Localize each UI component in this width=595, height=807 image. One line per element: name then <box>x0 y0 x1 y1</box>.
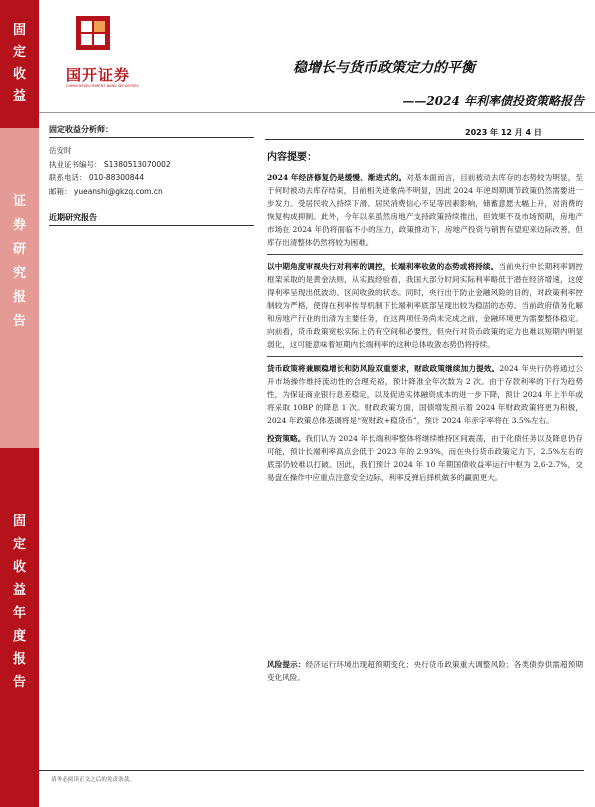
summary-top-rule <box>265 139 584 140</box>
logo-name-cn: 国开证券 <box>66 66 131 84</box>
header-divider <box>39 112 595 113</box>
sidebar-annual-label: 固 定 收 益 年 度 报 告 <box>12 514 26 690</box>
sidebar-middle-band <box>0 128 39 448</box>
disclaimer-note: 请务必阅读正文之后的免责条款。 <box>51 777 135 783</box>
paragraph-divider <box>267 254 583 255</box>
analyst-phone: 联系电话： 010-88300844 <box>49 173 145 182</box>
report-title: 稳增长与货币政策定力的平衡 <box>293 60 475 76</box>
sidebar-bottom-band <box>0 448 39 807</box>
analyst-license: 执业证书编号： S1380513070002 <box>49 159 171 169</box>
summary-paragraph-policy <box>267 362 583 432</box>
paragraph-lead: 以中期角度审视央行对利率的调控，长端利率收敛的态势或将持续。 <box>267 262 499 271</box>
paragraph-body: 当前央行中长期利率调控框架采取的是黄金法则，从实践经验看，我国大部分时间实际利率略低于潜在经济增速，这使得利率呈现出低波动、区间收敛的状态。同时，央行出于防止金融风险的目的，对政策利率控制较为严格，使得在利率传导机制下长端利率底部呈现出较为稳固的态势。当前政府债务化解和房地产行业的出清为主要任务，在这两项任务尚未完成之前，金融环境更为需要整体稳定。向前看，货币政策宽松实际上仍有空间和必要性，但央行对货币政策的定力也难以短期内明显弱化，这可能意味着短期内长端利率的这种总体收敛态势仍将持续。 <box>267 262 584 349</box>
sidebar-report-type-label: 证 券 研 究 报 告 <box>12 194 26 329</box>
summary-paragraph-strategy <box>267 432 583 489</box>
sidebar-top-band <box>0 0 39 128</box>
footer-divider <box>39 770 584 771</box>
summary-paragraph-rates <box>267 260 583 356</box>
analyst-info-panel <box>49 124 254 226</box>
risk-text: 经济运行环境出现超预期变化；央行货币政策重大调整风险；各类债券供需超预期变化风险。 <box>267 660 584 682</box>
analyst-name: 岳安时 <box>49 146 72 155</box>
analyst-email: 邮箱： yueanshi@gkzq.com.cn <box>49 186 163 196</box>
report-date: 2023 年 12 月 4 日 <box>465 128 542 137</box>
paragraph-body: 我们认为 2024 年长端利率整体将继续维持区间震荡，由于化债任务以及降息仍存可能，预计长端利率高点会低于 2023 年的 2.93%，而在央行货币政策定力下，2.5%左右的底部仍较难以打破。因此，我们预计 2024 年 10 年期国债收益率运行中枢为 2.6-2.7%，交易盘在操作中应重点注意安全边际，利率反弹后择机做多的赢面更大。 <box>267 434 583 482</box>
paragraph-lead: 货币政策将兼顾稳增长和防风险双重要求，财政政策继续加力提效。 <box>267 364 500 373</box>
report-subtitle: ——2024 年利率债投资策略报告 <box>402 94 584 108</box>
summary-paragraph-economy <box>267 171 583 254</box>
recent-reports-title: 近期研究报告 <box>49 212 254 226</box>
risk-warning <box>267 658 583 684</box>
paragraph-body: 对基本面而言，目前被动去库存的态势较为明显，至于何时被动去库存结束，目前相关迹象尚不明显，因此 2024 年逆周期调节政策仍然需要进一步发力。受居民收入持续下滑、居民消费信心不足等因素影响，储蓄意愿大幅上升，对消费的恢复构成抑制。此外，今年以来虽然房地产支持政策持续推出，但效果不及市场预期，房地产市场在 2024 年仍将面临不小的压力，政策推动下，房地产投资与销售有望迎来边际改善，但库存出清整体仍然将较为困难。 <box>267 173 584 247</box>
summary-section <box>267 148 583 489</box>
risk-label: 风险提示： <box>267 660 306 669</box>
logo-name-en: CHINA DEVELOPMENT BANK SECURITIES <box>66 84 139 88</box>
logo-emblem-icon <box>76 16 110 50</box>
analyst-section-title: 固定收益分析师： <box>49 124 254 138</box>
paragraph-body: 2024 年央行仍将通过公开市场操作维持流动性的合理充裕，预计降准全年次数为 2 次。由于存款利率的下行为趋势性，为保证商业银行息差稳定，以及促进实体融资成本的进一步下降，预计 2024 年上半年或将采取 10BP 的降息 1 次。财政政策方面，国债增发预示着 2024 年财政政策将更为积极，2024 年政策总体基调将是“宽财政+稳货币”，预计 2024 年赤字率将在 3.5%左右。 <box>267 364 583 425</box>
company-logo <box>66 14 156 94</box>
paragraph-divider <box>267 356 583 357</box>
paragraph-lead: 2024 年经济修复仍是缓慢、渐进式的。 <box>267 173 407 182</box>
paragraph-lead: 投资策略。 <box>267 434 306 443</box>
sidebar-category-label: 固 定 收 益 <box>12 23 26 104</box>
summary-heading: 内容提要： <box>267 152 317 163</box>
